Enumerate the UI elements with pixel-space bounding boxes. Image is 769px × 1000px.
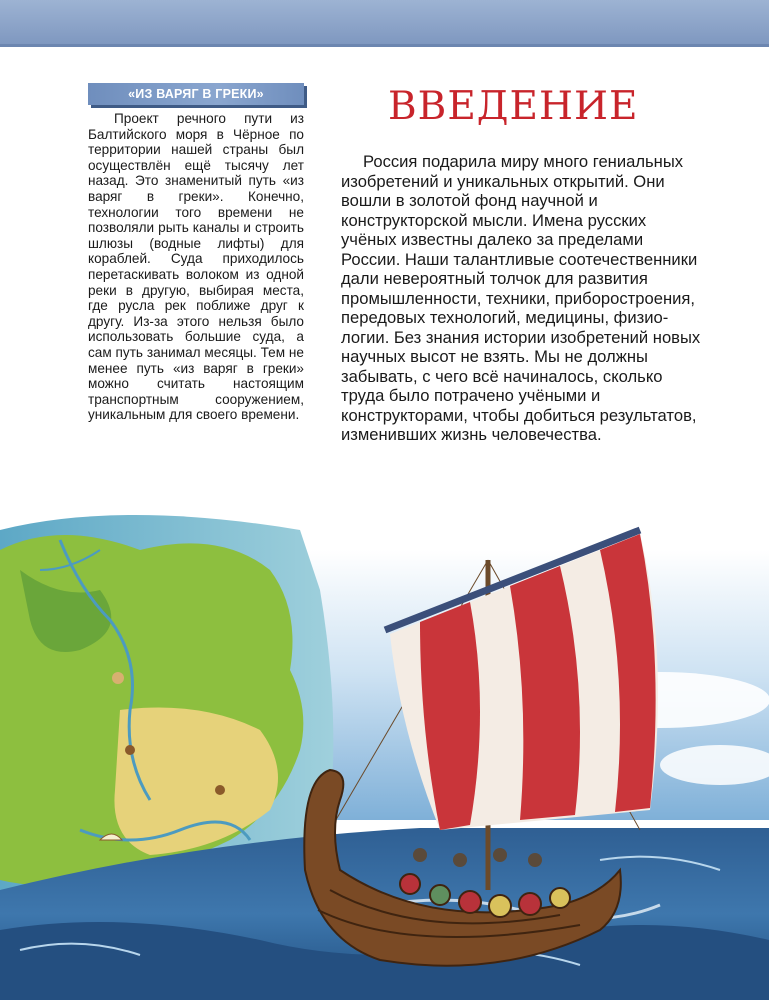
- viking-longship-illustration: [0, 510, 769, 1000]
- intro-paragraph: Россия подарила миру много гениальных изобретений и уникальных открытий. Они вошли в золотой фонд научной и конструкторской мысли. Имена русских учёных известны далеко за пределами России. Наши талантливые соотечественники дали невероятный толчок для развития промышленности, техники, приборостроения, передовых технологий, медицины, физиологии. Без знания истории изобретений новых научных высот не взять. Мы не должны забывать, с чего всё начиналось, сколько труда было потрачено учёными и конструкторами, чтобы добиться результатов, изменивших жизнь человечества.: [341, 152, 701, 444]
- sidebar-text: Проект речного пути из Балтийского моря в Чёрное по территории нашей страны был осуществлён ещё тысячу лет назад. Это знаменитый путь «из варяг в греки». Конечно, технологии того времени не позволяли рыть каналы и строить шлюзы (водные лифты) для кораблей. Суда приходилось перетаскивать волоком из одной реки в другую, выбирая места, где русла рек поближе друг к другу. Из-за этого нельзя было использовать большие суда, а сам путь занимал месяцы. Тем не менее путь «из варяг в греки» можно считать настоящим транспортным сооружением, уникальным для своего времени.: [88, 111, 304, 423]
- page-title: ВВЕДЕНИЕ: [388, 84, 639, 129]
- top-decor-band: [0, 0, 769, 47]
- sidebar-heading: «ИЗ ВАРЯГ В ГРЕКИ»: [88, 83, 304, 105]
